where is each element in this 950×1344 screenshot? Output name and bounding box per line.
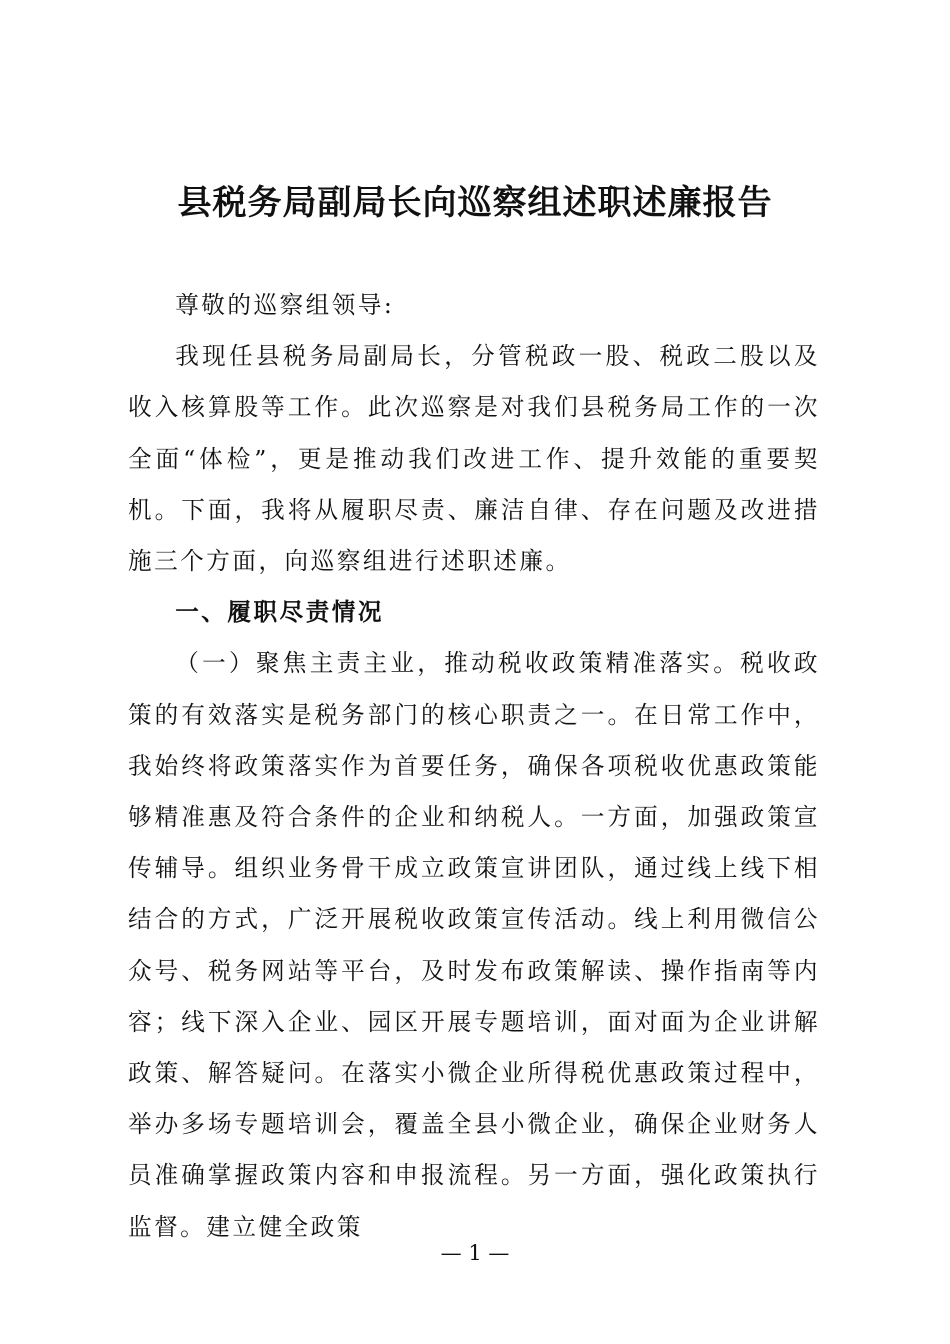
salutation: 尊敬的巡察组领导:	[175, 291, 395, 319]
page-number: — 1 —	[440, 1241, 510, 1265]
section-paragraph: （一）聚焦主责主业，推动税收政策精准落实。税收政策的有效落实是税务部门的核心职责之一。在日常工作中，我始终将政策落实作为首要任务，确保各项税收优惠政策能够精准惠及符合条件的企业和纳税人。一方面，加强政策宣传辅导。组织业务骨干成立政策宣讲团队，通过线上线下相结合的方式，广泛开展税收政策宣传活动。线上利用微信公众号、税务网站等平台，及时发布政策解读、操作指南等内容；线下深入企业、园区开展专题培训，面对面为企业讲解政策、解答疑问。在落实小微企业所得税优惠政策过程中，举办多场专题培训会，覆盖全县小微企业，确保企业财务人员准确掌握政策内容和申报流程。另一方面，强化政策执行监督。建立健全政策	[128, 649, 820, 1241]
section-heading: 一、履职尽责情况	[175, 598, 384, 627]
document-title: 县税务局副局长向巡察组述职述廉报告	[177, 183, 773, 223]
document-body	[128, 280, 820, 1253]
intro-paragraph: 我现任县税务局副局长，分管税政一股、税政二股以及收入核算股等工作。此次巡察是对我们县税务局工作的一次全面“体检”，更是推动我们改进工作、提升效能的重要契机。下面，我将从履职尽责、廉洁自律、存在问题及改进措施三个方面，向巡察组进行述职述廉。	[128, 342, 820, 576]
